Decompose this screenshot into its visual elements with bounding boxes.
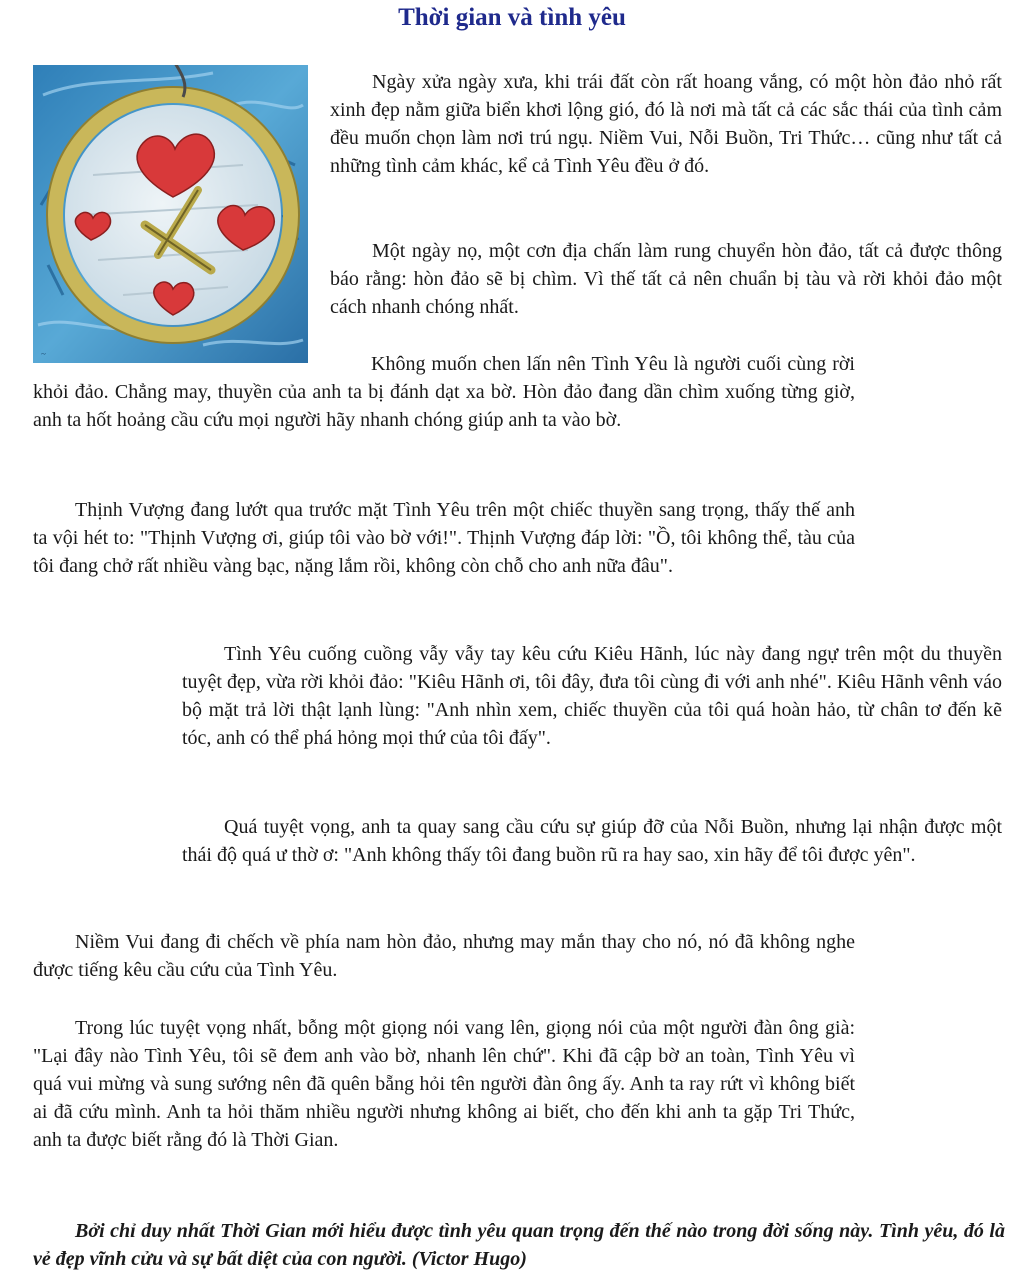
- clock-with-hearts-illustration-icon: [33, 65, 308, 363]
- paragraph-6: Quá tuyệt vọng, anh ta quay sang cầu cứu sự giúp đỡ của Nỗi Buồn, nhưng lại nhận được một thái độ quá ư thờ ơ: "Anh không thấy tôi đang buồn rũ ra hay sao, xin hãy để tôi được yên".: [182, 816, 1002, 866]
- paragraph-3-text: Không muốn chen lấn nên Tình Yêu là người cuối cùng rời khỏi đảo. Chẳng may, thuyền của anh ta bị đánh dạt xa bờ. Hòn đảo đang dần chìm xuống từng giờ, anh ta hốt hoảng cầu cứu mọi người hãy nhanh chóng giúp anh ta vào bờ.: [33, 353, 855, 431]
- artist-signature: ~: [41, 349, 46, 359]
- paragraph-2: Một ngày nọ, một cơn địa chấn làm rung chuyển hòn đảo, tất cả được thông báo rằng: hòn đảo sẽ bị chìm. Vì thế tất cả nên chuẩn bị tàu và rời khỏi đảo một cách nhanh chóng nhất.: [330, 240, 1002, 318]
- closing-quote: Bởi chỉ duy nhất Thời Gian mới hiểu được tình yêu quan trọng đến thế nào trong đời sống này. Tình yêu, đó là vẻ đẹp vĩnh cửu và sự bất diệt của con người. (Victor Hugo): [33, 1220, 1005, 1270]
- paragraph-5: Tình Yêu cuống cuồng vẫy vẫy tay kêu cứu Kiêu Hãnh, lúc này đang ngự trên một du thuyền tuyệt đẹp, vừa rời khỏi đảo: "Kiêu Hãnh ơi, tôi đây, đưa tôi cùng đi với anh nhé". Kiêu Hãnh vênh váo bộ mặt trả lời thật lạnh lùng: "Anh nhìn xem, chiếc thuyền của tôi quá hoàn hảo, từ chân tơ đến kẽ tóc, anh có thể phá hỏng mọi thứ của tôi đấy".: [182, 643, 1002, 749]
- clock-hearts-illustration: [33, 65, 308, 363]
- article-title: Thời gian và tình yêu: [398, 4, 626, 31]
- paragraph-4: Thịnh Vượng đang lướt qua trước mặt Tình Yêu trên một chiếc thuyền sang trọng, thấy thế anh ta vội hét to: "Thịnh Vượng ơi, giúp tôi vào bờ với!". Thịnh Vượng đáp lời: "Ồ, tôi không thể, tàu của tôi đang chở rất nhiều vàng bạc, nặng lắm rồi, không còn chỗ cho anh nữa đâu".: [33, 499, 855, 577]
- paragraph-3: [33, 350, 855, 434]
- paragraph-1: Ngày xửa ngày xưa, khi trái đất còn rất hoang vắng, có một hòn đảo nhỏ rất xinh đẹp nằm giữa biển khơi lộng gió, đó là nơi mà tất cả các sắc thái của tình cảm đều muốn chọn làm nơi trú ngụ. Niềm Vui, Nỗi Buồn, Tri Thức… cũng như tất cả những tình cảm khác, kể cả Tình Yêu đều ở đó.: [330, 71, 1002, 177]
- paragraph-8: Trong lúc tuyệt vọng nhất, bỗng một giọng nói vang lên, giọng nói của một người đàn ông già: "Lại đây nào Tình Yêu, tôi sẽ đem anh vào bờ, nhanh lên chứ". Khi đã cập bờ an toàn, Tình Yêu vì quá vui mừng và sung sướng nên đã quên bẵng hỏi tên người đàn ông ấy. Anh ta ray rứt vì không biết ai đã cứu mình. Anh ta hỏi thăm nhiều người nhưng không ai biết, cho đến khi anh ta gặp Tri Thức, anh ta được biết rằng đó là Thời Gian.: [33, 1017, 855, 1151]
- paragraph-7: Niềm Vui đang đi chếch về phía nam hòn đảo, nhưng may mắn thay cho nó, nó đã không nghe được tiếng kêu cầu cứu của Tình Yêu.: [33, 931, 855, 981]
